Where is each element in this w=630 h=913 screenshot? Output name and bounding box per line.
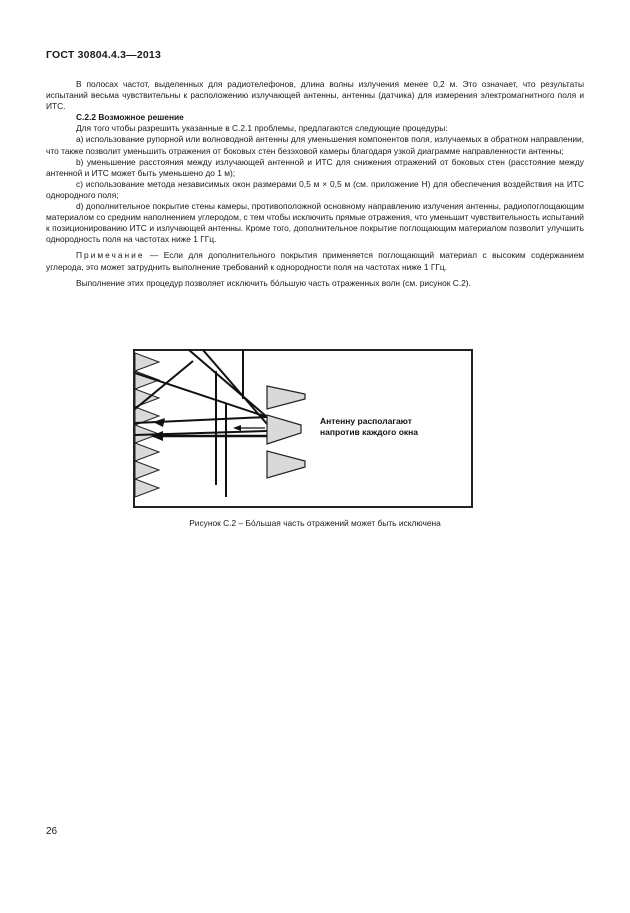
paragraph-final: Выполнение этих процедур позволяет исключить бо́льшую часть отраженных волн (см. рисунок С.2). [76, 277, 471, 288]
paragraph-item-c: c) использование метода независимых окон размерами 0,5 м × 0,5 м (см. приложение Н) для обеспечения воздействия на ИТС однородного поля; [46, 178, 584, 200]
horn-antenna-middle [267, 415, 301, 444]
figure-c2-diagram [133, 349, 473, 508]
note-paragraph [46, 250, 584, 272]
figure-caption [0, 518, 630, 528]
horn-antenna-top [267, 386, 305, 409]
paragraph-item-b: b) уменьшение расстояния между излучающей антенной и ИТС для снижения отражений от боковых стен (расстояние между антенной и ИТС может быть уменьшено до 1 м); [46, 156, 584, 178]
note-lead: Примечание [76, 250, 145, 261]
figure-label-line2: напротив каждого окна [320, 427, 419, 437]
direction-arrow-head [233, 425, 241, 431]
paragraph-item-a: а) использование рупорной или волноводной антенны для уменьшения компонентов поля, излучаемых в обратном направлении, что также позволит уменьшить отражения от боковых стен безэховой камеры благодаря узкой диаграмме направленности антенны; [46, 134, 584, 156]
page-number: 26 [46, 826, 58, 837]
document-header: ГОСТ 30804.4.3—2013 [46, 49, 162, 61]
note-text: — Если для дополнительного покрытия применяется поглощающий материал с высоким содержанием углерода, это может затруднить выполнение требований к однородности поля на частотах ниже 1 ГГц. [46, 250, 584, 272]
horn-antennas [267, 386, 305, 478]
figure-label-line1: Антенну располагают [320, 416, 412, 426]
paragraph-procedures-lead: Для того чтобы разрешить указанные в С.2.1 проблемы, предлагаются следующие процедуры: [76, 123, 448, 134]
subsection-heading: С.2.2 Возможное решение [76, 112, 184, 123]
horn-antenna-bottom [267, 451, 305, 478]
arrow-left-wall-2 [153, 418, 165, 427]
chamber-frame [134, 350, 472, 507]
paragraph-item-d: d) дополнительное покрытие стены камеры, противоположной основному направлению излучения антенны, радиопоглощающим материалом со средним наполнением углеродом, с тем чтобы исключить прямые отражения, что уменьшит чувствительность испытаний к позиционированию ИТС и излучающей антенны. Кроме того, дополнительное покрытие поглощающим материалом позволит улучшить однородность поля на частотах ниже 1 ГГц. [46, 201, 584, 245]
figure-caption-text: Рисунок С.2 – Бо́льшая часть отражений может быть исключена [189, 518, 441, 528]
paragraph-intro: В полосах частот, выделенных для радиотелефонов, длина волны излучения менее 0,2 м. Это означает, что результаты испытаний весьма чувствительны к расположению излучающей антенны, антенны (датчика) для измерения электромагнитного поля и ИТС. [46, 79, 584, 112]
body-text [46, 79, 584, 289]
